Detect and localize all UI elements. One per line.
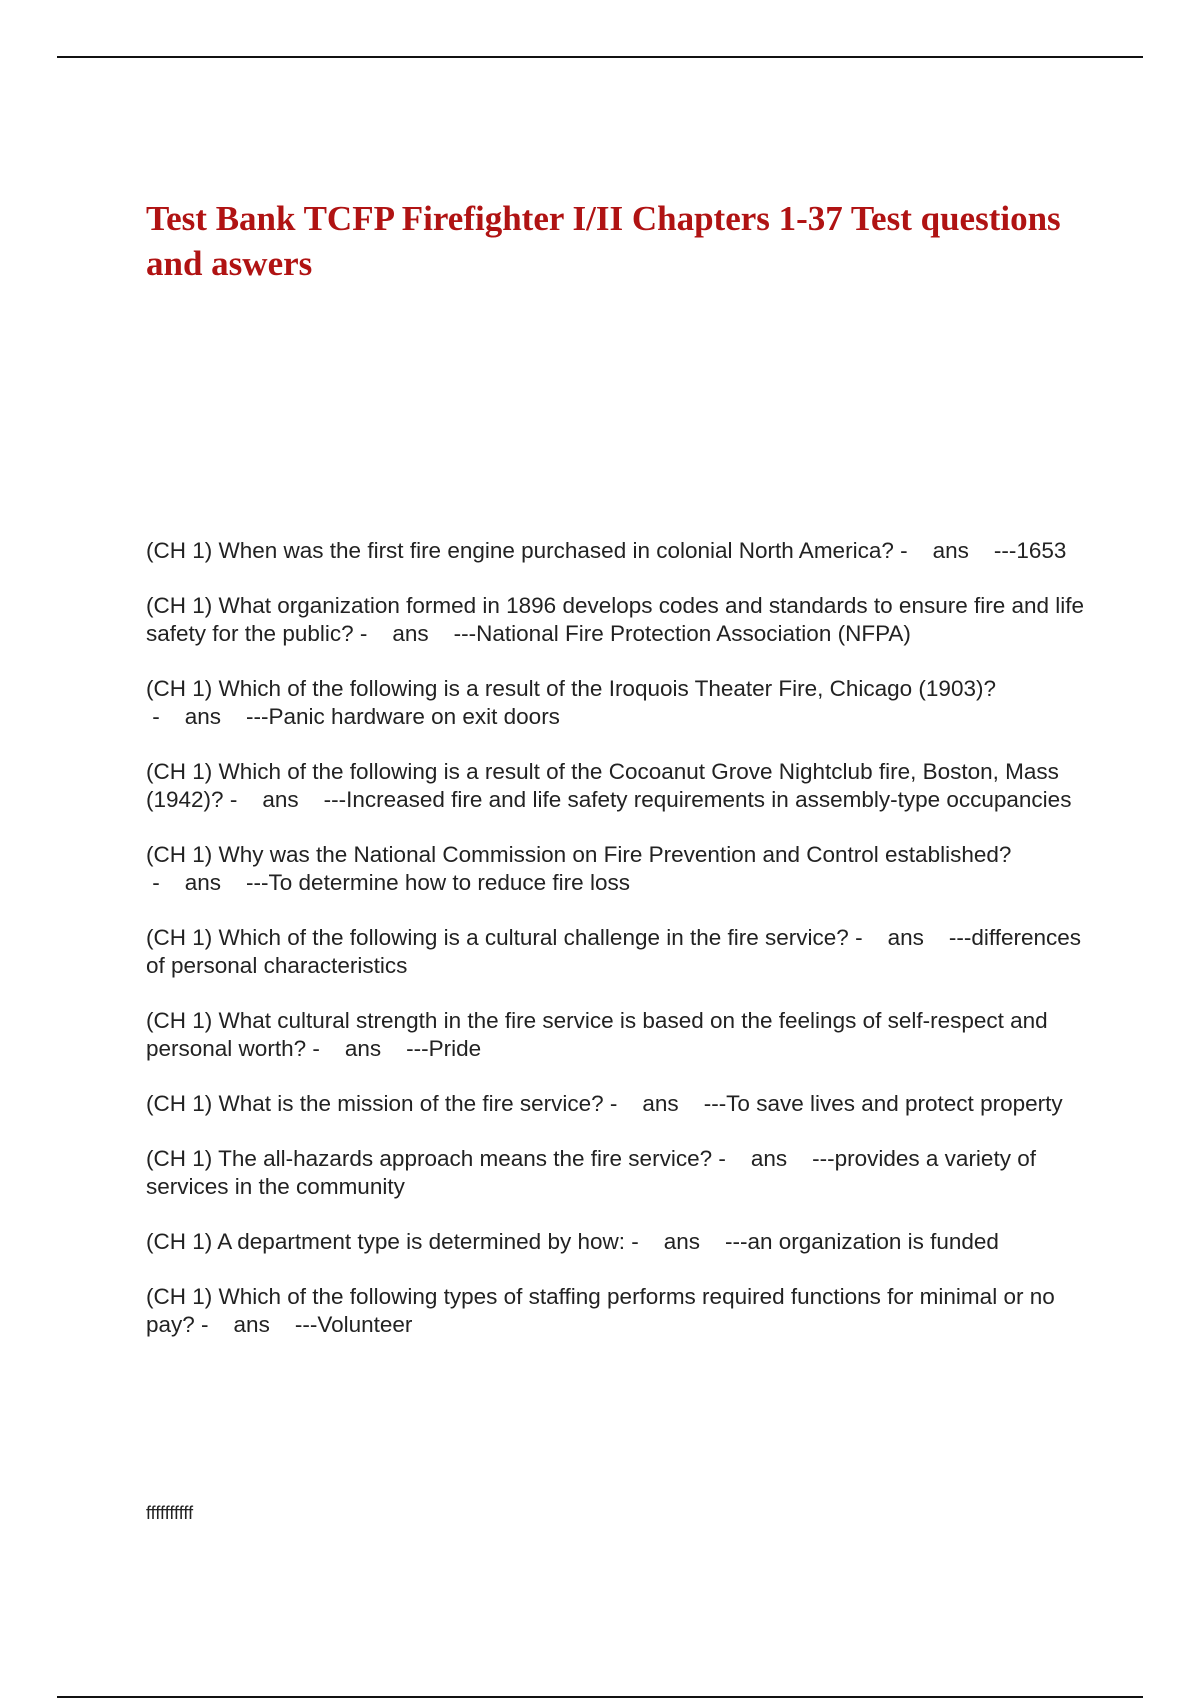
answer-label: ans (344, 1036, 382, 1061)
question-text: (CH 1) What is the mission of the fire service? (146, 1091, 604, 1116)
qa-list (146, 537, 1086, 1366)
answer-text: ---National Fire Protection Association (NFPA) (453, 621, 911, 646)
question-text: (CH 1) Which of the following is a result of the Iroquois Theater Fire, Chicago (1903)? (146, 676, 996, 701)
answer-text: ---Increased fire and life safety requirements in assembly-type occupancies (323, 787, 1072, 812)
bottom-rule (57, 1696, 1143, 1698)
question-text: (CH 1) A department type is determined by how: (146, 1229, 625, 1254)
answer-text: ---To save lives and protect property (703, 1091, 1063, 1116)
answer-label: ans (262, 787, 299, 812)
answer-text: ---Pride (406, 1036, 482, 1061)
question-text: (CH 1) When was the first fire engine purchased in colonial North America? (146, 538, 894, 563)
question-text: (CH 1) Which of the following is a cultural challenge in the fire service? (146, 925, 849, 950)
answer-text: ---1653 (993, 538, 1067, 563)
qa-item: (CH 1) What organization formed in 1896 develops codes and standards to ensure fire and life safety for the public? - ans ---National Fire Protection Association (NFPA) (146, 593, 1085, 646)
document-title: Test Bank TCFP Firefighter I/II Chapters 1-37 Test questions and aswers (146, 199, 1061, 283)
qa-item: (CH 1) What cultural strength in the fire service is based on the feelings of self-respect and personal worth? - ans ---Pride (146, 1008, 1048, 1061)
answer-text: ---To determine how to reduce fire loss (246, 870, 630, 895)
qa-item: (CH 1) A department type is determined by how: - ans ---an organization is funded (146, 1229, 999, 1254)
answer-label: ans (663, 1229, 701, 1254)
answer-label: ans (233, 1312, 270, 1337)
answer-label: ans (184, 870, 222, 895)
question-text: (CH 1) What cultural strength in the fire service is based on the feelings of self-respect and personal worth? (146, 1008, 1048, 1061)
answer-text: ---provides a variety of services in the community (146, 1146, 1036, 1199)
question-text: (CH 1) Why was the National Commission on Fire Prevention and Control established? (146, 842, 1012, 867)
answer-label: ans (932, 538, 969, 563)
qa-item: (CH 1) Which of the following types of staffing performs required functions for minimal or no pay? - ans ---Volunteer (146, 1284, 1055, 1337)
answer-text: ---Volunteer (294, 1312, 413, 1337)
answer-text: ---an organization is funded (725, 1229, 999, 1254)
answer-label: ans (184, 704, 222, 729)
answer-text: ---differences of personal characteristics (146, 925, 1082, 978)
qa-item: (CH 1) The all-hazards approach means the fire service? - ans ---provides a variety of services in the community (146, 1146, 1036, 1199)
answer-label: ans (642, 1091, 679, 1116)
qa-item: (CH 1) Which of the following is a cultural challenge in the fire service? - ans ---differences of personal characteristics (146, 925, 1082, 978)
question-text: (CH 1) The all-hazards approach means the fire service? (146, 1146, 713, 1171)
answer-label: ans (392, 621, 429, 646)
qa-item: (CH 1) When was the first fire engine purchased in colonial North America? - ans ---1653 (146, 538, 1067, 563)
top-rule (57, 56, 1143, 58)
qa-item: (CH 1) What is the mission of the fire service? - ans ---To save lives and protect property (146, 1091, 1063, 1116)
qa-item: (CH 1) Which of the following is a result of the Cocoanut Grove Nightclub fire, Boston, Mass (1942)? - ans ---Increased fire and life safety requirements in assembly-type occupancies (146, 759, 1072, 812)
answer-label: ans (887, 925, 924, 950)
answer-text: ---Panic hardware on exit doors (246, 704, 560, 729)
question-text: (CH 1) What organization formed in 1896 develops codes and standards to ensure fire and life safety for the public? (146, 593, 1085, 646)
question-text: (CH 1) Which of the following is a result of the Cocoanut Grove Nightclub fire, Boston, Mass (1942)? (146, 759, 1059, 812)
question-text: (CH 1) Which of the following types of staffing performs required functions for minimal or no pay? (146, 1284, 1055, 1337)
qa-item: (CH 1) Which of the following is a result of the Iroquois Theater Fire, Chicago (1903)? - ans ---Panic hardware on exit doors (146, 676, 996, 729)
answer-label: ans (750, 1146, 788, 1171)
qa-item: (CH 1) Why was the National Commission on Fire Prevention and Control established? - ans ---To determine how to reduce fire loss (146, 842, 1012, 895)
footer-text: ffffffffff (146, 1503, 194, 1523)
